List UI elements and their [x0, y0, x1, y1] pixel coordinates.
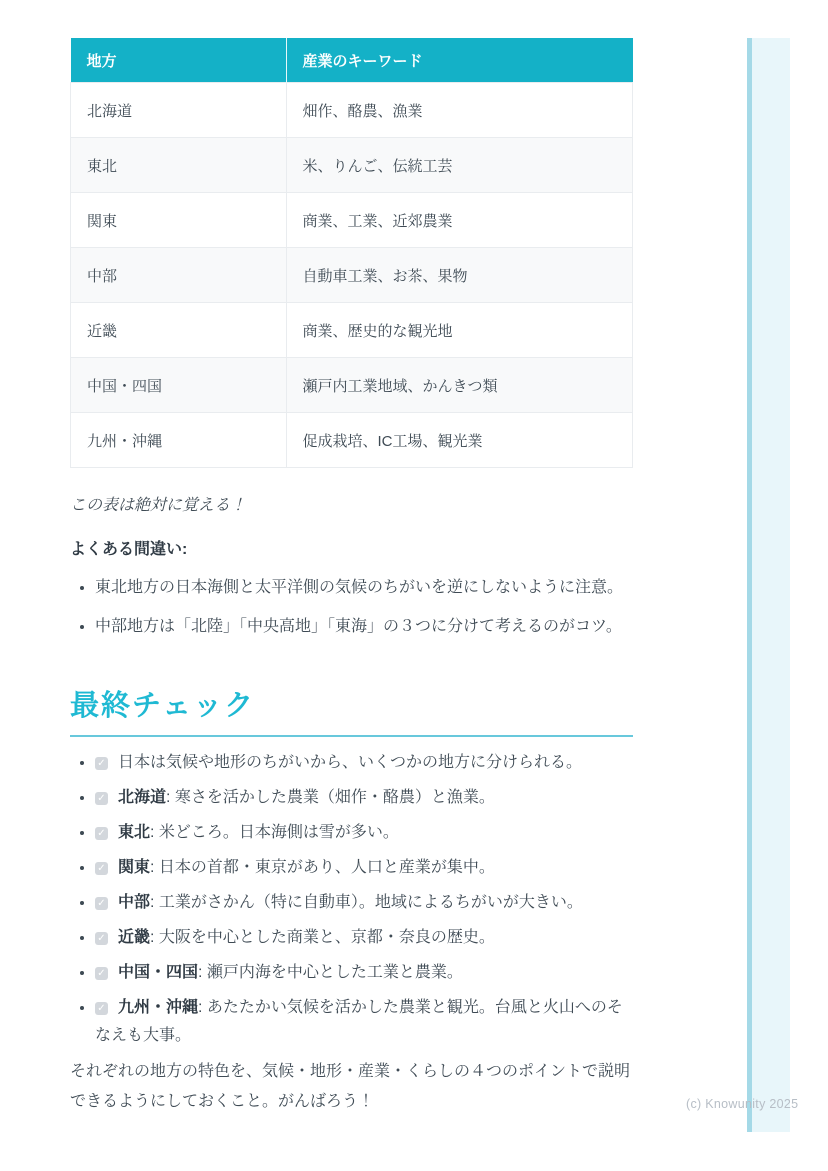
table-row [71, 248, 633, 303]
checklist-item-label: 東北 [118, 824, 151, 841]
checklist-item [95, 994, 633, 1050]
checkbox-checked-icon[interactable]: ✓ [95, 1002, 108, 1015]
checkbox-checked-icon[interactable]: ✓ [95, 827, 108, 840]
final-checklist [70, 749, 633, 1050]
table-header-keywords: 産業のキーワード [286, 38, 633, 83]
checkbox-checked-icon[interactable]: ✓ [95, 897, 108, 910]
table-row [71, 303, 633, 358]
region-industry-table [70, 38, 633, 468]
checklist-item [95, 784, 633, 812]
checkbox-checked-icon[interactable]: ✓ [95, 792, 108, 805]
table-header-row [71, 38, 633, 83]
region-cell: 中国・四国 [71, 358, 287, 413]
checklist-item [95, 854, 633, 882]
common-mistakes-list [70, 576, 633, 639]
region-cell: 東北 [71, 138, 287, 193]
checklist-item-label: 近畿 [118, 929, 151, 946]
table-row [71, 83, 633, 138]
checklist-item-label: 中国・四国 [118, 964, 199, 981]
checklist-item-label: 中部 [118, 894, 151, 911]
checkbox-checked-icon[interactable]: ✓ [95, 862, 108, 875]
keywords-cell: 瀬戸内工業地域、かんきつ類 [286, 358, 633, 413]
table-header-region: 地方 [71, 38, 287, 83]
table-row [71, 193, 633, 248]
table-row [71, 358, 633, 413]
common-mistakes-title: よくある間違い: [70, 541, 188, 558]
checklist-item [95, 749, 633, 777]
checklist-item-text: 日本は気候や地形のちがいから、いくつかの地方に分けられる。 [118, 754, 583, 771]
checklist-item-text: : 瀬戸内海を中心とした工業と農業。 [198, 964, 463, 981]
checkbox-checked-icon[interactable]: ✓ [95, 757, 108, 770]
region-cell: 関東 [71, 193, 287, 248]
closing-note: それぞれの地方の特色を、気候・地形・産業・くらしの４つのポイントで説明できるようにしておくこと。がんばろう！ [70, 1063, 631, 1110]
checklist-item [95, 924, 633, 952]
table-row [71, 138, 633, 193]
checklist-item-text: : あたたかい気候を活かした農業と観光。台風と火山へのそなえも大事。 [95, 999, 623, 1044]
checklist-item [95, 819, 633, 847]
checklist-item-text: : 寒さを活かした農業（畑作・酪農）と漁業。 [166, 789, 495, 806]
table-header [71, 38, 633, 83]
checklist-item-text: : 日本の首都・東京があり、人口と産業が集中。 [150, 859, 495, 876]
checklist-item-text: : 大阪を中心とした商業と、京都・奈良の歴史。 [150, 929, 495, 946]
document-page [70, 38, 633, 1117]
region-cell: 九州・沖縄 [71, 413, 287, 468]
final-check-heading: 最終チェック [70, 689, 633, 737]
keywords-cell: 促成栽培、IC工場、観光業 [286, 413, 633, 468]
mistake-item: • 東北地方の日本海側と太平洋側の気候のちがいを逆にしないように注意。 [95, 576, 633, 600]
keywords-cell: 自動車工業、お茶、果物 [286, 248, 633, 303]
keywords-cell: 商業、工業、近郊農業 [286, 193, 633, 248]
checklist-item-label: 九州・沖縄 [118, 999, 199, 1016]
checkbox-checked-icon[interactable]: ✓ [95, 967, 108, 980]
keywords-cell: 商業、歴史的な観光地 [286, 303, 633, 358]
emphasis-note: この表は絶対に覚える！ [70, 497, 247, 514]
checklist-item [95, 959, 633, 987]
right-margin-decoration [747, 38, 790, 1132]
checkbox-checked-icon[interactable]: ✓ [95, 932, 108, 945]
checklist-item-label: 北海道 [118, 789, 167, 806]
checklist-item-text: : 米どころ。日本海側は雪が多い。 [150, 824, 399, 841]
table-row [71, 413, 633, 468]
region-cell: 中部 [71, 248, 287, 303]
region-cell: 近畿 [71, 303, 287, 358]
checklist-item [95, 889, 633, 917]
copyright-note: (c) Knowunity 2025 [686, 1097, 799, 1111]
keywords-cell: 畑作、酪農、漁業 [286, 83, 633, 138]
mistake-item: • 中部地方は「北陸」「中央高地」「東海」の３つに分けて考えるのがコツ。 [95, 615, 633, 639]
region-cell: 北海道 [71, 83, 287, 138]
checklist-item-text: : 工業がさかん（特に自動車）。地域によるちがいが大きい。 [150, 894, 583, 911]
checklist-item-label: 関東 [118, 859, 151, 876]
keywords-cell: 米、りんご、伝統工芸 [286, 138, 633, 193]
